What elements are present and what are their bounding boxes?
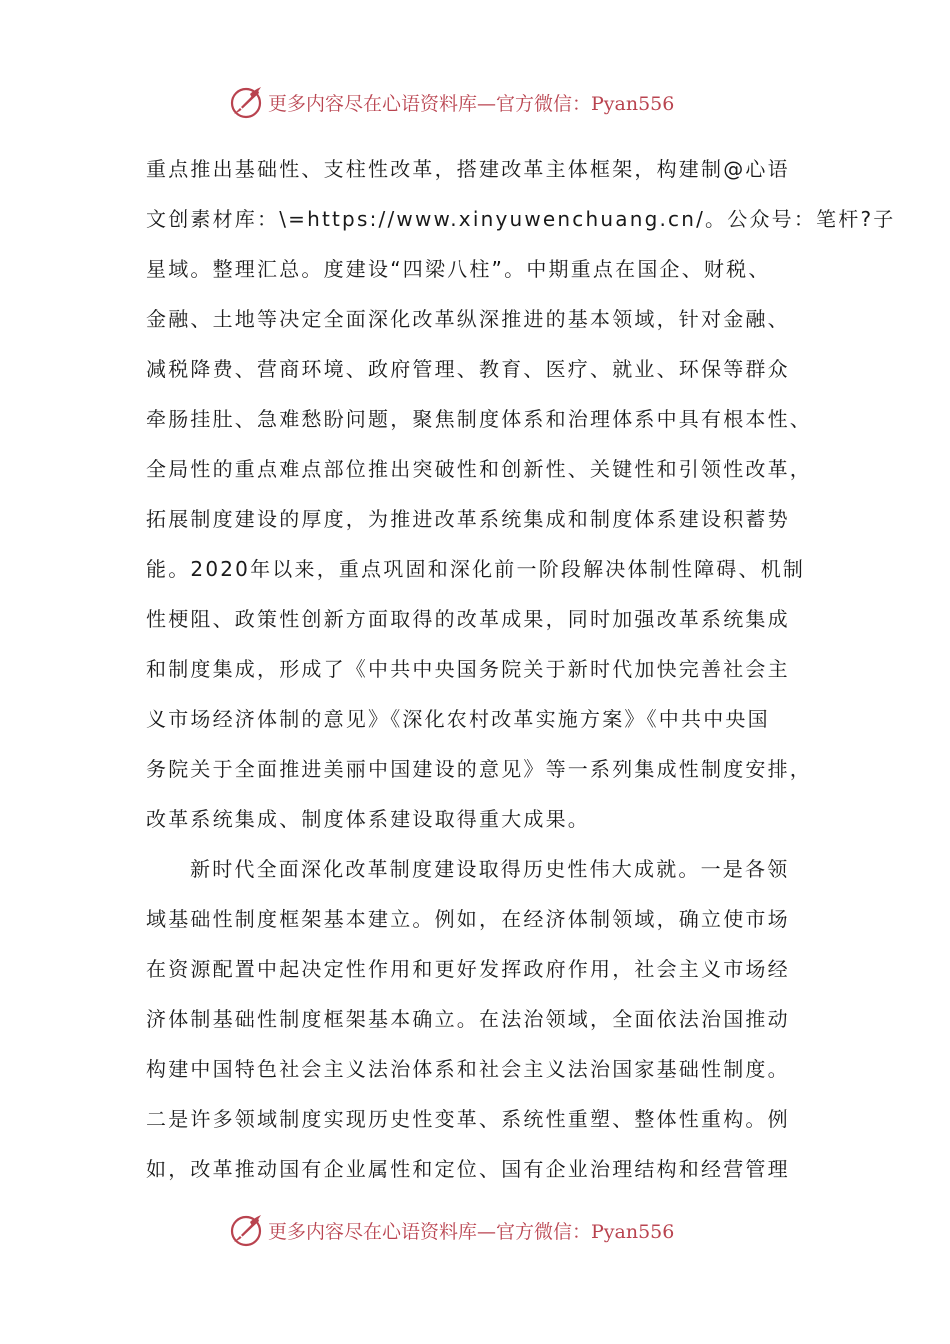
paragraph-1 — [146, 144, 896, 844]
text-line: 牵肠挂肚、急难愁盼问题，聚焦制度体系和治理体系中具有根本性、 — [146, 407, 812, 431]
paragraph-2 — [146, 844, 826, 1194]
text-line: 二是许多领域制度实现历史性变革、系统性重塑、整体性重构。例 — [146, 1107, 790, 1131]
text-line: 全局性的重点难点部位推出突破性和创新性、关键性和引领性改革， — [146, 457, 812, 481]
text-line: 在资源配置中起决定性作用和更好发挥政府作用，社会主义市场经 — [146, 957, 790, 981]
text-line: 金融、土地等决定全面深化改革纵深推进的基本领域，针对金融、 — [146, 307, 790, 331]
text-line: 和制度集成，形成了《中共中央国务院关于新时代加快完善社会主 — [146, 657, 790, 681]
text-line: 域基础性制度框架基本建立。例如，在经济体制领域，确立使市场 — [146, 907, 790, 931]
text-line: 拓展制度建设的厚度，为推进改革系统集成和制度体系建设积蓄势 — [146, 507, 790, 531]
quill-logo-icon — [228, 1212, 264, 1248]
text-line: 能。2020年以来，重点巩固和深化前一阶段解决体制性障碍、机制 — [146, 557, 806, 581]
text-line: 性梗阻、政策性创新方面取得的改革成果，同时加强改革系统集成 — [146, 607, 790, 631]
text-line: 新时代全面深化改革制度建设取得历史性伟大成就。一是各领 — [190, 857, 790, 881]
footer-watermark-text: 更多内容尽在心语资料库—官方微信：Pyan556 — [268, 1220, 675, 1243]
text-line: 文创素材库：\=https://www.xinyuwenchuang.cn/。公众号：笔杆?子 — [146, 207, 896, 231]
text-line: 义市场经济体制的意见》《深化农村改革实施方案》《中共中央国 — [146, 707, 770, 731]
quill-logo-icon — [228, 84, 264, 120]
text-line: 如，改革推动国有企业属性和定位、国有企业治理结构和经营管理 — [146, 1157, 790, 1181]
text-line: 星域。整理汇总。度建设“四梁八柱”。中期重点在国企、财税、 — [146, 257, 771, 281]
header-watermark-banner — [228, 82, 748, 122]
text-line: 改革系统集成、制度体系建设取得重大成果。 — [146, 807, 590, 831]
text-line: 重点推出基础性、支柱性改革，搭建改革主体框架，构建制@心语 — [146, 157, 790, 181]
text-line: 务院关于全面推进美丽中国建设的意见》等一系列集成性制度安排， — [146, 757, 812, 781]
header-watermark-text: 更多内容尽在心语资料库—官方微信：Pyan556 — [268, 92, 675, 115]
text-line: 减税降费、营商环境、政府管理、教育、医疗、就业、环保等群众 — [146, 357, 790, 381]
footer-watermark-banner — [228, 1210, 748, 1250]
text-line: 构建中国特色社会主义法治体系和社会主义法治国家基础性制度。 — [146, 1057, 790, 1081]
document-body — [146, 144, 896, 1194]
text-line: 济体制基础性制度框架基本确立。在法治领域，全面依法治国推动 — [146, 1007, 790, 1031]
